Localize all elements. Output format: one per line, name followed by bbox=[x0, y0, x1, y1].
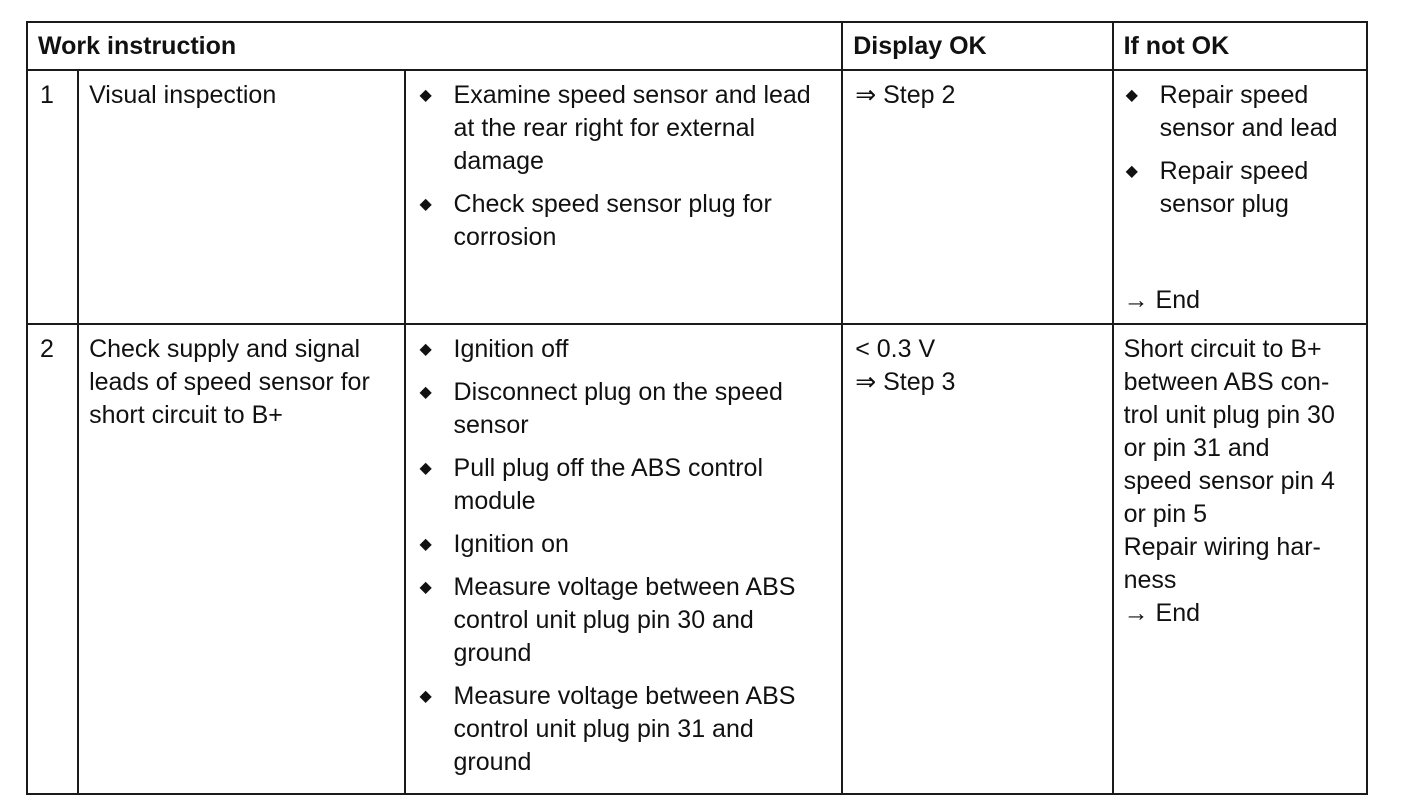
table-header-row bbox=[27, 22, 1367, 70]
remedy-text: Repair speed sensor and lead bbox=[1159, 81, 1338, 142]
end-marker: → End bbox=[1123, 286, 1201, 314]
step-title: Check supply and signal leads of speed sensor for short circuit to B+ bbox=[78, 324, 404, 794]
diamond-bullet-icon: ◆ bbox=[419, 688, 432, 705]
remedy-line: or pin 5 bbox=[1123, 500, 1207, 528]
diamond-bullet-icon: ◆ bbox=[419, 384, 432, 401]
remedy-line: trol unit plug pin 30 bbox=[1123, 401, 1335, 429]
instruction-text: Ignition off bbox=[453, 335, 569, 363]
instruction-text: Pull plug off the ABS control module bbox=[453, 454, 763, 515]
diamond-bullet-icon: ◆ bbox=[419, 87, 432, 104]
diamond-bullet-icon: ◆ bbox=[1125, 163, 1138, 180]
header-display-ok: Display OK bbox=[842, 22, 1112, 70]
step-instructions bbox=[405, 324, 843, 794]
step-title: Visual inspection bbox=[78, 70, 404, 324]
header-if-not-ok: If not OK bbox=[1113, 22, 1367, 70]
table-row bbox=[27, 324, 1367, 794]
list-item bbox=[1124, 79, 1360, 145]
remedy-line: or pin 31 and bbox=[1123, 434, 1270, 462]
list-item bbox=[418, 376, 832, 442]
diamond-bullet-icon: ◆ bbox=[419, 579, 432, 596]
list-item bbox=[418, 452, 832, 518]
step-number: 1 bbox=[27, 70, 78, 324]
table-row bbox=[27, 70, 1367, 324]
list-item bbox=[1124, 155, 1360, 221]
end-marker: → End bbox=[1123, 599, 1201, 627]
diamond-bullet-icon: ◆ bbox=[419, 341, 432, 358]
work-instruction-table bbox=[26, 21, 1368, 795]
display-ok-text: ⇒ Step 2 bbox=[855, 81, 956, 109]
diamond-bullet-icon: ◆ bbox=[419, 196, 432, 213]
instruction-text: Check speed sensor plug for corrosion bbox=[453, 190, 772, 251]
diamond-bullet-icon: ◆ bbox=[419, 460, 432, 477]
step-instructions bbox=[405, 70, 843, 324]
display-ok-cell bbox=[842, 324, 1112, 794]
list-item bbox=[418, 571, 832, 670]
step-number: 2 bbox=[27, 324, 78, 794]
diamond-bullet-icon: ◆ bbox=[419, 536, 432, 553]
display-ok-text: ⇒ Step 3 bbox=[855, 368, 956, 396]
remedy-line: Short circuit to B+ bbox=[1123, 335, 1322, 363]
remedy-line: speed sensor pin 4 bbox=[1123, 467, 1335, 495]
instruction-text: Measure voltage between ABS control unit plug pin 31 and ground bbox=[453, 682, 796, 776]
list-item bbox=[418, 680, 832, 779]
list-item bbox=[418, 79, 832, 178]
diamond-bullet-icon: ◆ bbox=[1125, 87, 1138, 104]
display-ok-cell bbox=[842, 70, 1112, 324]
instruction-text: Examine speed sensor and lead at the rear right for external damage bbox=[453, 81, 811, 175]
list-item bbox=[418, 188, 832, 254]
list-item bbox=[418, 333, 832, 366]
instruction-text: Disconnect plug on the speed sensor bbox=[453, 378, 783, 439]
remedy-line: ness bbox=[1123, 566, 1177, 594]
header-work-instruction: Work instruction bbox=[27, 22, 842, 70]
remedy-line: between ABS con- bbox=[1123, 368, 1330, 396]
remedy-line: Repair wiring har- bbox=[1123, 533, 1321, 561]
instruction-text: Measure voltage between ABS control unit plug pin 30 and ground bbox=[453, 573, 796, 667]
instruction-text: Ignition on bbox=[453, 530, 569, 558]
list-item bbox=[418, 528, 832, 561]
if-not-ok-cell bbox=[1113, 324, 1367, 794]
if-not-ok-cell bbox=[1113, 70, 1367, 324]
remedy-text: Repair speed sensor plug bbox=[1159, 157, 1309, 218]
display-ok-text: < 0.3 V bbox=[855, 335, 936, 363]
